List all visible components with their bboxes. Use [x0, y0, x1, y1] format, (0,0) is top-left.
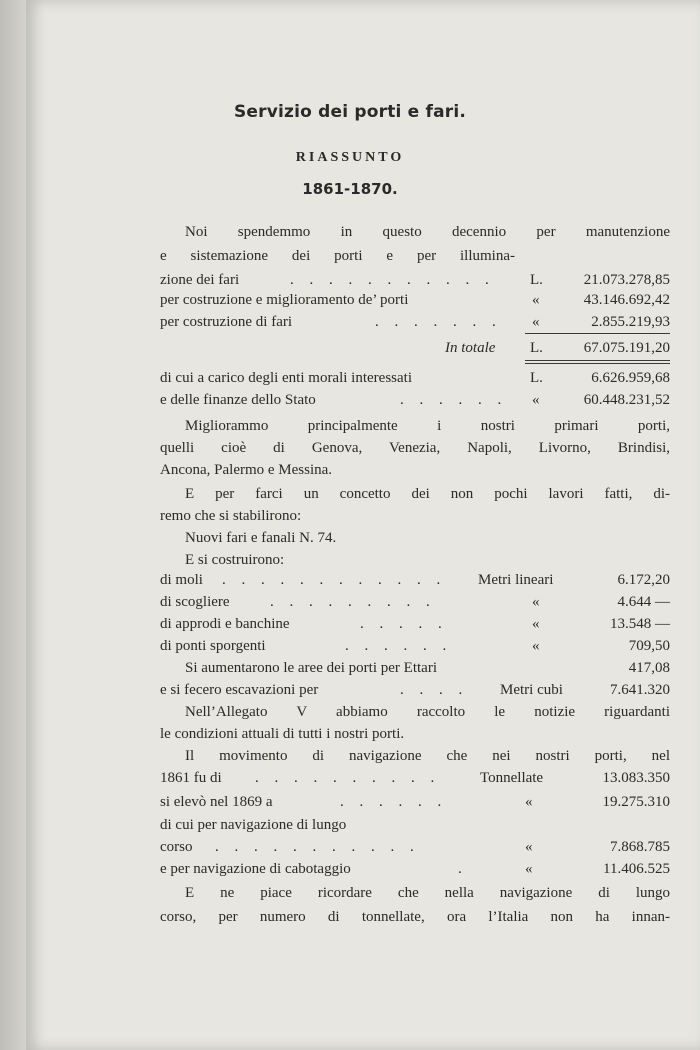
currency-mark: «	[532, 314, 540, 330]
navigation-amount: 19.275.310	[602, 794, 670, 810]
works-unit: «	[532, 594, 540, 610]
closing-line-1: E ne piace ricordare che nella navigazione di lungo	[185, 885, 670, 901]
leader-dots: . . . . . . . . .	[270, 594, 436, 610]
ports-line-3: Ancona, Palermo e Messina.	[160, 462, 333, 478]
total-label: In totale	[445, 340, 496, 356]
period-heading: 1861-1870.	[302, 180, 398, 198]
cabotage-label: e per navigazione di cabotaggio	[160, 861, 351, 877]
works-label: di approdi e banchine	[160, 616, 290, 632]
areas-row	[160, 658, 670, 678]
expenses-intro-line-1: Noi spendemmo in questo decennio per manutenzione	[185, 224, 670, 240]
leader-dots: . . . . . .	[340, 794, 448, 810]
works-row	[160, 614, 670, 634]
works-amount: 4.644 —	[617, 594, 670, 610]
expense-row	[160, 312, 670, 332]
cabotage-unit: «	[525, 861, 533, 877]
navigation-row	[160, 768, 670, 788]
works-unit: «	[532, 638, 540, 654]
annex-line-2: le condizioni attuali di tutti i nostri porti.	[160, 726, 405, 742]
expense-label: per costruzione e miglioramento de’ porti	[160, 292, 409, 308]
expense-label: zione dei fari	[160, 272, 240, 288]
long-course-row	[160, 837, 670, 857]
expense-amount: 43.146.692,42	[583, 292, 670, 308]
ports-line-1: Migliorammo principalmente i nostri primari porti,	[185, 418, 670, 434]
expense-row	[160, 290, 670, 310]
currency-mark: L.	[530, 370, 543, 386]
long-course-amount: 7.868.785	[610, 839, 670, 855]
currency-mark: «	[532, 392, 540, 408]
leader-dots: . . . . . .	[345, 638, 453, 654]
expense-amount: 2.855.219,93	[591, 314, 670, 330]
split-row	[160, 390, 670, 410]
ports-line-4: E per farci un concetto dei non pochi lavori fatti, di-	[185, 486, 670, 502]
split-amount: 6.626.959,68	[591, 370, 670, 386]
leader-dots: . . . . . . . . . .	[255, 770, 441, 786]
cabotage-row	[160, 859, 670, 879]
works-label: di scogliere	[160, 594, 230, 610]
works-row	[160, 636, 670, 656]
leader-dots: . . . . . . . . . . .	[215, 839, 420, 855]
ports-line-2: quelli cioè di Genova, Venezia, Napoli, Livorno, Brindisi,	[160, 440, 670, 456]
works-unit: Metri lineari	[478, 572, 554, 588]
long-course-line-1: di cui per navigazione di lungo	[160, 817, 347, 833]
closing-line-2: corso, per numero di tonnellate, ora l’Italia non ha innan-	[160, 909, 670, 925]
works-amount: 709,50	[628, 638, 670, 654]
leader-dots: . . . .	[400, 682, 469, 698]
long-course-unit: «	[525, 839, 533, 855]
split-row	[160, 368, 670, 388]
leader-dots: . . . . . . . . . . . .	[222, 572, 447, 588]
navigation-label: 1861 fu di	[160, 770, 222, 786]
split-label: e delle finanze dello Stato	[160, 392, 316, 408]
split-label: di cui a carico degli enti morali interessati	[160, 370, 412, 386]
total-double-rule	[525, 363, 670, 364]
excavation-amount: 7.641.320	[610, 682, 670, 698]
excavation-row	[160, 680, 670, 700]
expense-amount: 21.073.278,85	[583, 272, 670, 288]
works-row	[160, 592, 670, 612]
expenses-intro-line-2: e sistemazione dei porti e per illumina-	[160, 248, 515, 264]
currency-mark: L.	[530, 340, 543, 356]
navigation-label: si elevò nel 1869 a	[160, 794, 273, 810]
leader-dots: . . . . . . . . . . .	[290, 272, 495, 288]
currency-mark: «	[532, 292, 540, 308]
section-subtitle: RIASSUNTO	[295, 150, 405, 165]
works-row	[160, 570, 670, 590]
leader-dots: .	[458, 861, 468, 877]
sum-rule	[525, 333, 670, 334]
navigation-line-1: Il movimento di navigazione che nei nostri porti, nel	[185, 748, 670, 764]
works-label: di ponti sporgenti	[160, 638, 266, 654]
page-title: Servizio dei porti e fari.	[233, 102, 467, 122]
navigation-unit: Tonnellate	[480, 770, 544, 786]
total-amount: 67.075.191,20	[583, 340, 670, 356]
works-unit: «	[532, 616, 540, 632]
areas-label: Si aumentarono le aree dei porti per Ettari	[185, 660, 437, 676]
areas-amount: 417,08	[628, 660, 670, 676]
navigation-unit: «	[525, 794, 533, 810]
expense-row	[160, 270, 670, 290]
excavation-unit: Metri cubi	[500, 682, 563, 698]
total-double-rule	[525, 360, 670, 361]
excavation-label: e si fecero escavazioni per	[160, 682, 319, 698]
leader-dots: . . . . .	[360, 616, 448, 632]
works-amount: 13.548 —	[610, 616, 670, 632]
ports-line-6: Nuovi fari e fanali N. 74.	[185, 530, 337, 546]
annex-line-1: Nell’Allegato V abbiamo raccolto le notizie riguardanti	[185, 704, 670, 720]
works-label: di moli	[160, 572, 203, 588]
long-course-label: corso	[160, 839, 193, 855]
total-row	[160, 338, 670, 358]
expense-label: per costruzione di fari	[160, 314, 293, 330]
split-amount: 60.448.231,52	[583, 392, 670, 408]
cabotage-amount: 11.406.525	[603, 861, 670, 877]
works-amount: 6.172,20	[617, 572, 670, 588]
navigation-row	[160, 792, 670, 812]
leader-dots: . . . . . .	[400, 392, 508, 408]
navigation-amount: 13.083.350	[602, 770, 670, 786]
ports-line-7: E si costruirono:	[185, 552, 285, 568]
ports-line-5: remo che si stabilirono:	[160, 508, 302, 524]
currency-mark: L.	[530, 272, 543, 288]
leader-dots: . . . . . . .	[375, 314, 502, 330]
